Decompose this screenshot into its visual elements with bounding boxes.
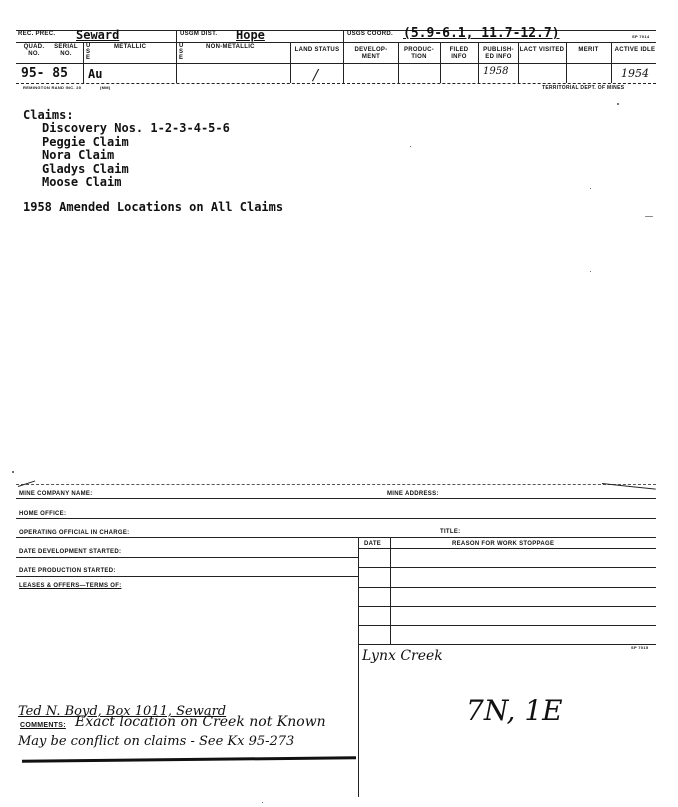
col-quad-no: QUAD. NO. bbox=[23, 44, 45, 57]
scan-speck bbox=[590, 271, 591, 272]
operating-official-label: OPERATING OFFICIAL IN CHARGE: bbox=[19, 530, 130, 536]
imprint-mid: (MM) bbox=[100, 85, 111, 90]
operating-official-rule bbox=[16, 537, 656, 538]
lower-top-rule bbox=[16, 484, 656, 485]
stoppage-head-rule bbox=[358, 548, 656, 549]
claims-heading: Claims: bbox=[23, 108, 74, 122]
mine-company-name-label: MINE COMPANY NAME: bbox=[19, 491, 93, 497]
lynx-creek-note: Lynx Creek bbox=[362, 648, 443, 664]
imprint-right: TERRITORIAL DEPT. OF MINES bbox=[542, 85, 625, 91]
lower-vertical-divider bbox=[358, 537, 359, 797]
home-office-label: HOME OFFICE: bbox=[19, 511, 67, 517]
leases-label: LEASES & OFFERS—TERMS OF: bbox=[19, 583, 122, 589]
col-last-visited: LACT VISITED bbox=[519, 47, 565, 53]
stoppage-row-rule bbox=[358, 606, 656, 607]
scan-speck bbox=[590, 188, 591, 189]
col-use-left: U S E bbox=[86, 43, 91, 61]
header-divider bbox=[611, 42, 612, 83]
comments-label: COMMENTS: bbox=[20, 722, 66, 729]
header-divider bbox=[176, 42, 177, 83]
active-idle-value: 1954 bbox=[621, 67, 649, 80]
header-divider bbox=[478, 42, 479, 83]
col-use-right: U S E bbox=[179, 43, 184, 61]
comments-underline bbox=[22, 756, 356, 762]
col-development: DEVELOP- MENT bbox=[354, 47, 388, 60]
date-production-rule bbox=[16, 576, 358, 577]
mine-address-label: MINE ADDRESS: bbox=[387, 491, 439, 497]
header-divider bbox=[176, 30, 177, 42]
scan-speck bbox=[12, 471, 14, 473]
claim-line: Peggie Claim bbox=[42, 135, 129, 149]
scan-speck bbox=[410, 146, 411, 147]
header-divider bbox=[290, 42, 291, 83]
stoppage-row-rule bbox=[358, 587, 656, 588]
rec-prec-value: Seward bbox=[76, 28, 120, 42]
scan-speck bbox=[262, 802, 263, 803]
stoppage-row-rule bbox=[358, 644, 656, 645]
date-col-label: DATE bbox=[364, 541, 382, 547]
header-bottom-rule bbox=[16, 83, 656, 84]
title-label: TITLE: bbox=[440, 529, 461, 535]
usgs-coord-label: USGS COORD. bbox=[347, 31, 393, 37]
metallic-value: Au bbox=[88, 67, 103, 81]
date-production-label: DATE PRODUCTION STARTED: bbox=[19, 568, 116, 574]
date-col-divider bbox=[390, 537, 391, 644]
published-value: 1958 bbox=[483, 66, 509, 77]
reason-col-label: REASON FOR WORK STOPPAGE bbox=[452, 541, 555, 547]
col-metallic: METALLIC bbox=[114, 44, 147, 50]
col-active-idle: ACTIVE IDLE bbox=[614, 47, 656, 53]
date-development-rule bbox=[16, 557, 358, 558]
header-divider bbox=[343, 30, 344, 42]
amended-line: 1958 Amended Locations on All Claims bbox=[23, 200, 284, 214]
col-filed-info: FILED INFO bbox=[449, 47, 469, 60]
usgs-coord-value: (5.9-6.1, 11.7-12.7) bbox=[403, 26, 560, 41]
owner-note: Ted N. Boyd, Box 1011, Seward bbox=[18, 704, 227, 719]
col-merit: MERIT bbox=[578, 47, 599, 53]
land-status-mark: / bbox=[313, 66, 319, 84]
col-serial-no: SERIAL NO. bbox=[54, 44, 78, 57]
form-code-bottom: SP 7015 bbox=[631, 645, 649, 650]
header-divider bbox=[83, 42, 84, 83]
township-note: 7N, 1E bbox=[466, 694, 563, 727]
usgm-dist-label: USGM DIST. bbox=[180, 31, 218, 37]
imprint-left: REMINGTON RAND INC. 20 bbox=[23, 85, 82, 90]
claim-line: Gladys Claim bbox=[42, 162, 129, 176]
usgm-dist-value: Hope bbox=[236, 28, 265, 42]
header-row-rule bbox=[16, 63, 656, 64]
comment-line-1: Exact location on Creek not Known bbox=[75, 714, 326, 730]
comment-line-2: May be conflict on claims - See Kx 95-273 bbox=[18, 734, 295, 749]
header-mid-rule bbox=[16, 42, 656, 43]
claim-line: Discovery Nos. 1-2-3-4-5-6 bbox=[42, 121, 230, 135]
form-code-top: SP 7014 bbox=[632, 34, 650, 39]
stoppage-row-rule bbox=[358, 625, 656, 626]
scan-speck bbox=[617, 103, 619, 105]
col-published-info: PUBLISH- ED INFO bbox=[483, 47, 514, 60]
col-land-status: LAND STATUS bbox=[294, 47, 340, 53]
mine-company-rule bbox=[16, 498, 656, 499]
header-divider bbox=[343, 42, 344, 83]
quad-serial-value: 95- 85 bbox=[21, 66, 68, 81]
claim-line: Nora Claim bbox=[42, 148, 115, 162]
claim-line: Moose Claim bbox=[42, 175, 122, 189]
scan-speck bbox=[645, 216, 653, 217]
home-office-rule bbox=[16, 518, 656, 519]
rec-prec-label: REC. PREC. bbox=[18, 31, 56, 37]
date-development-label: DATE DEVELOPMENT STARTED: bbox=[19, 549, 122, 555]
col-production: PRODUC- TION bbox=[403, 47, 435, 60]
stoppage-row-rule bbox=[358, 567, 656, 568]
col-non-metallic: NON-METALLIC bbox=[206, 44, 255, 50]
